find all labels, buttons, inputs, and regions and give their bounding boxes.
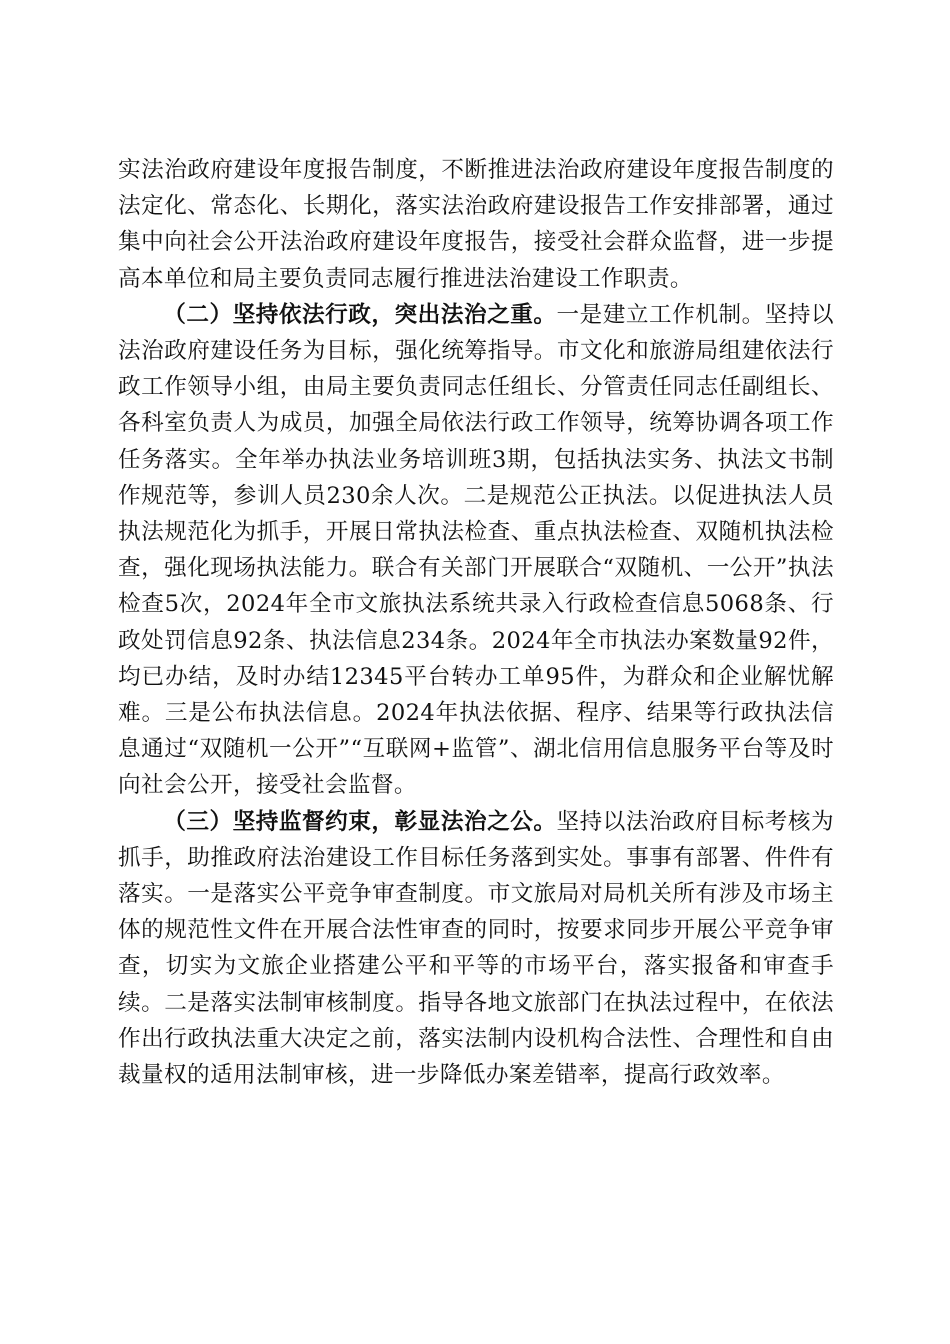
paragraph-text: 实法治政府建设年度报告制度，不断推进法治政府建设年度报告制度的法定化、常态化、长期化，落实法治政府建设报告工作安排部署，通过集中向社会公开法治政府建设年度报告，接受社会群众监督，进一步提高本单位和局主要负责同志履行推进法治建设工作职责。	[118, 157, 834, 292]
paragraph-section-three	[118, 804, 834, 1094]
paragraph-text: 坚持以法治政府目标考核为抓手，助推政府法治建设工作目标任务落到实处。事事有部署、件件有落实。一是落实公平竞争审查制度。市文旅局对局机关所有涉及市场主体的规范性文件在开展合法性审查的同时，按要求同步开展公平竞争审查，切实为文旅企业搭建公平和平等的市场平台，落实报备和审查手续。二是落实法制审核制度。指导各地文旅部门在执法过程中，在依法作出行政执法重大决定之前，落实法制内设机构合法性、合理性和自由裁量权的适用法制审核，进一步降低办案差错率，提高行政效率。	[118, 808, 834, 1089]
paragraph-text: 一是建立工作机制。坚持以法治政府建设任务为目标，强化统筹指导。市文化和旅游局组建依法行政工作领导小组，由局主要负责同志任组长、分管责任同志任副组长、各科室负责人为成员，加强全局依法行政工作领导，统筹协调各项工作任务落实。全年举办执法业务培训班3期，包括执法实务、执法文书制作规范等，参训人员230余人次。二是规范公正执法。以促进执法人员执法规范化为抓手，开展日常执法检查、重点执法检查、双随机执法检查，强化现场执法能力。联合有关部门开展联合“双随机、一公开”执法检查5次，2024年全市文旅执法系统共录入行政检查信息5068条、行政处罚信息92条、执法信息234条。2024年全市执法办案数量92件，均已办结，及时办结12345平台转办工单95件，为群众和企业解忧解难。三是公布执法信息。2024年执法依据、程序、结果等行政执法信息通过“双随机一公开”“互联网+监管”、湖北信用信息服务平台等及时向社会公开，接受社会监督。	[118, 301, 834, 799]
section-heading: （二）坚持依法行政，突出法治之重。	[163, 301, 557, 328]
paragraph-continuation	[118, 152, 834, 297]
document-page	[118, 152, 834, 1093]
section-heading: （三）坚持监督约束，彰显法治之公。	[163, 808, 557, 835]
paragraph-section-two	[118, 297, 834, 804]
